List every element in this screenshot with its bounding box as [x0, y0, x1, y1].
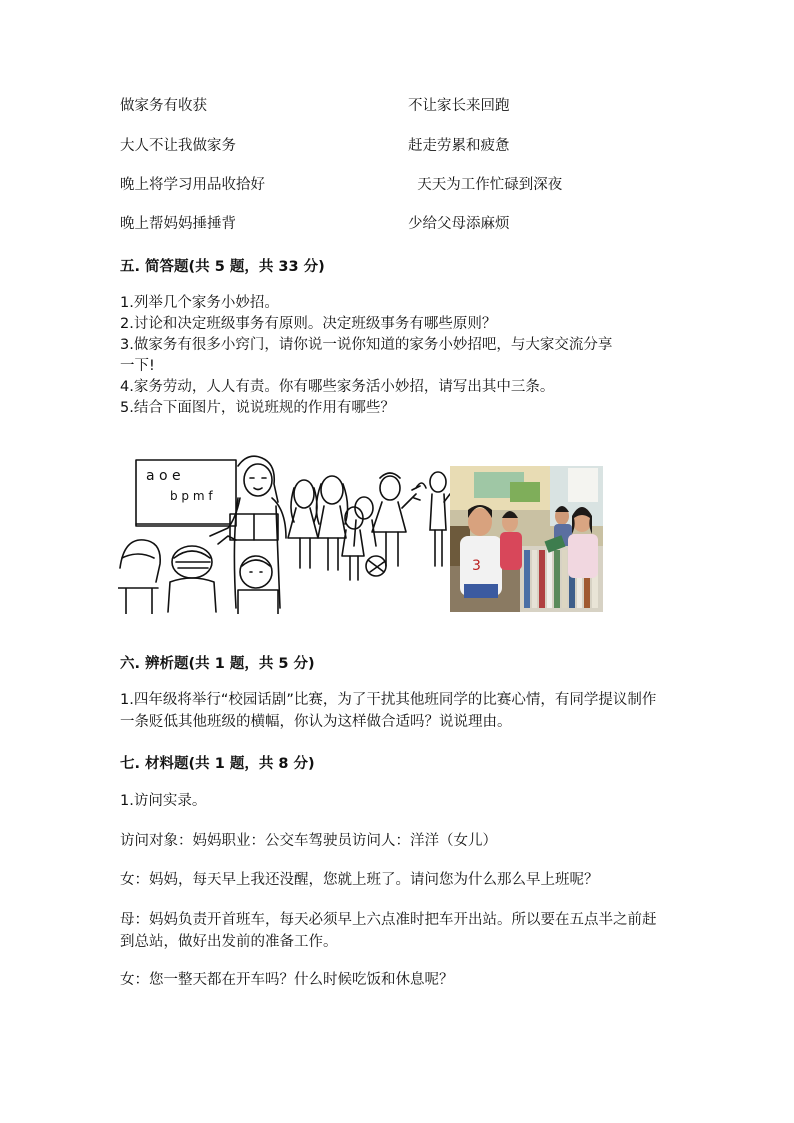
section-5-heading: 五. 简答题(共 5 题，共 33 分): [120, 259, 325, 275]
blackboard-text-2: b p m f: [170, 489, 213, 503]
students-reading-photo: [450, 466, 603, 612]
section-6-question: 1.四年级将举行“校园话剧”比赛，为了干扰其他班同学的比赛心情，有同学提议制作一条贬低其他班级的横幅，你认为这样做合适吗？说说理由。: [120, 692, 657, 730]
matching-row: [120, 174, 680, 196]
matching-row: [120, 213, 680, 235]
dialogue-line: 女：妈妈，每天早上我还没醒，您就上班了。请问您为什么那么早上班呢？: [120, 872, 599, 888]
matching-right: 赶走劳累和疲惫: [408, 138, 510, 154]
matching-row: [120, 135, 680, 157]
dialogue-paragraph: 母：妈妈负责开首班车，每天必须早上六点准时把车开出站。所以要在五点半之前赶到总站，做好出发前的准备工作。: [120, 912, 657, 950]
matching-left: 做家务有收获: [120, 98, 207, 114]
question-line: 一下!: [120, 358, 155, 374]
standing-child-drawing: [428, 468, 450, 572]
matching-right: 不让家长来回跑: [408, 98, 510, 114]
matching-left: 大人不让我做家务: [120, 138, 236, 154]
question-line: 2.讨论和决定班级事务有原则。决定班级事务有哪些原则？: [120, 316, 497, 332]
matching-left: 晚上帮妈妈捶捶背: [120, 216, 236, 232]
section-6-heading: 六. 辨析题(共 1 题，共 5 分): [120, 656, 315, 672]
question-line: 1.列举几个家务小妙招。: [120, 295, 279, 311]
shirt-number: 3: [472, 558, 481, 574]
classroom-cartoon-image: [118, 448, 428, 614]
blackboard-text-1: a o e: [146, 468, 181, 484]
question-line: 3.做家务有很多小窍门，请你说一说你知道的家务小妙招吧，与大家交流分享: [120, 337, 613, 353]
matching-left: 晚上将学习用品收拾好: [120, 177, 265, 193]
section-7-heading: 七. 材料题(共 1 题，共 8 分): [120, 756, 315, 772]
dialogue-line: 女：您一整天都在开车吗？什么时候吃饭和休息呢？: [120, 972, 454, 988]
question-line: 5.结合下面图片，说说班规的作用有哪些？: [120, 400, 395, 416]
matching-row: [120, 95, 680, 117]
matching-right: 天天为工作忙碌到深夜: [408, 177, 563, 193]
interview-info: 访问对象：妈妈职业：公交车驾驶员访问人：洋洋（女儿）: [120, 833, 497, 849]
question-line: 4.家务劳动，人人有责。你有哪些家务活小妙招，请写出其中三条。: [120, 379, 555, 395]
section-7-item: 1.访问实录。: [120, 793, 207, 809]
matching-right: 少给父母添麻烦: [408, 216, 510, 232]
